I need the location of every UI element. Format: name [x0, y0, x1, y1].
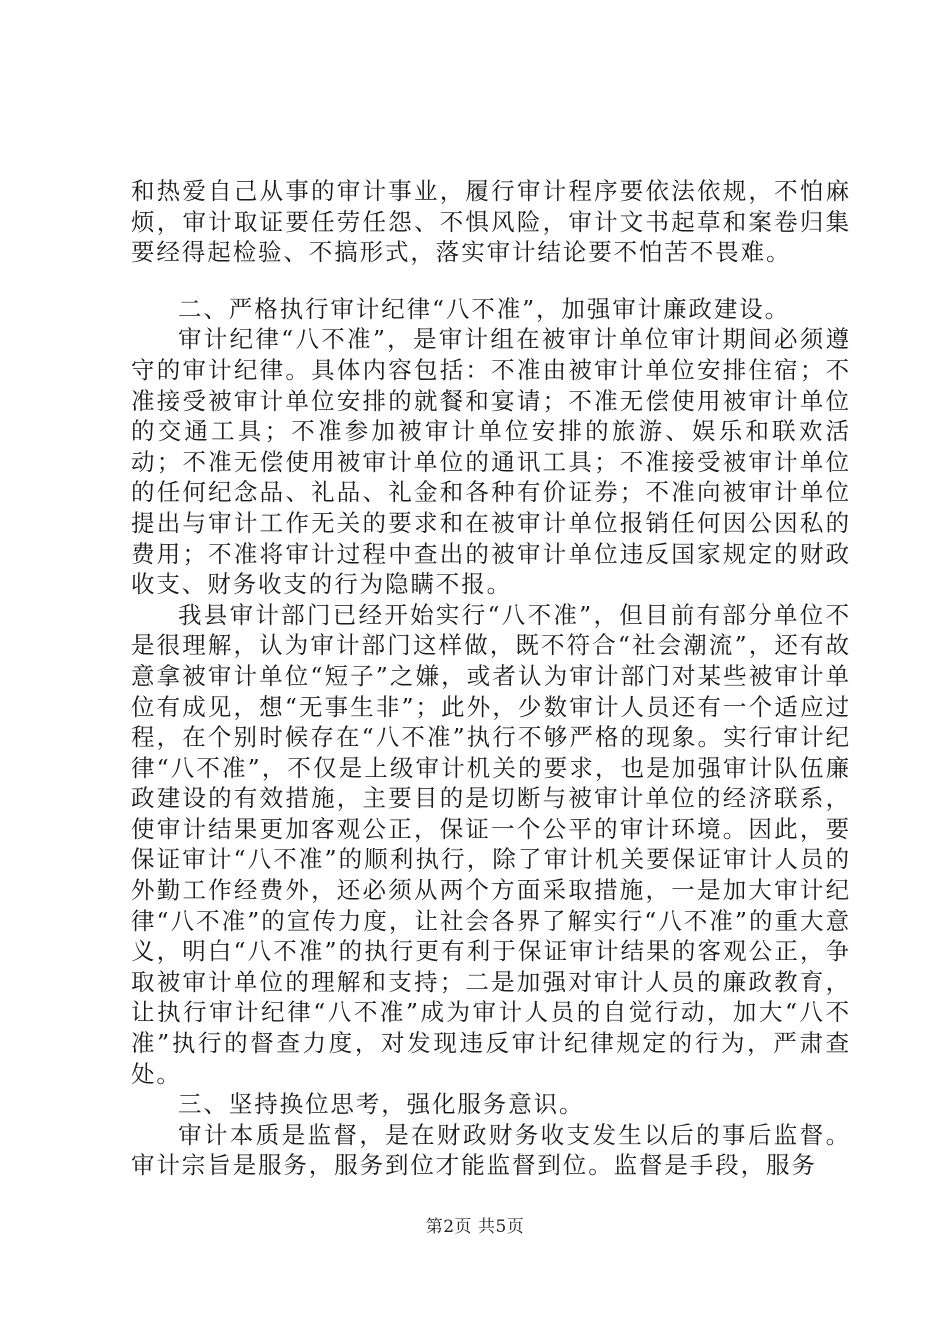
page-footer: 第2页 共5页: [425, 1217, 525, 1237]
paragraph-gap: [131, 268, 851, 294]
paragraph-audit-essence: 审计本质是监督，是在财政财务收支发生以后的事后监督。审计宗旨是服务，服务到位才能监督到位。监督是手段，服务: [131, 1120, 851, 1180]
section-heading-3: 三、坚持换位思考，强化服务意识。: [178, 1090, 585, 1119]
paragraph-eight-rules: 审计纪律“八不准”，是审计组在被审计单位审计期间必须遵守的审计纪律。具体内容包括：不准由被审计单位安排住宿；不准接受被审计单位安排的就餐和宴请；不准无偿使用被审计单位的交通工具；不准参加被审计单位安排的旅游、娱乐和联欢活动；不准无偿使用被审计单位的通讯工具；不准接受被审计单位的任何纪念品、礼品、礼金和各种有价证券；不准向被审计单位提出与审计工作无关的要求和在被审计单位报销任何因公因私的费用；不准将审计过程中查出的被审计单位违反国家规定的财政收支、财务收支的行为隐瞒不报。: [131, 325, 851, 599]
paragraph-continuation: 和热爱自己从事的审计事业，履行审计程序要依法依规，不怕麻烦，审计取证要任劳任怨、不惧风险，审计文书起草和案卷归集要经得起检验、不搞形式，落实审计结论要不怕苦不畏难。: [131, 177, 851, 267]
document-body: [131, 176, 851, 1181]
section-heading-2: 二、严格执行审计纪律“八不准”，加强审计廉政建设。: [178, 294, 791, 323]
paragraph-implementation: 我县审计部门已经开始实行“八不准”，但目前有部分单位不是很理解，认为审计部门这样做，既不符合“社会潮流”，还有故意拿被审计单位“短子”之嫌，或者认为审计部门对某些被审计单位有成见，想“无事生非”；此外，少数审计人员还有一个适应过程，在个别时候存在“八不准”执行不够严格的现象。实行审计纪律“八不准”，不仅是上级审计机关的要求，也是加强审计队伍廉政建设的有效措施，主要目的是切断与被审计单位的经济联系，使审计结果更加客观公正，保证一个公平的审计环境。因此，要保证审计“八不准”的顺利执行，除了审计机关要保证审计人员的外勤工作经费外，还必须从两个方面采取措施，一是加大审计纪律“八不准”的宣传力度，让社会各界了解实行“八不准”的重大意义，明白“八不准”的执行更有利于保证审计结果的客观公正，争取被审计单位的理解和支持；二是加强对审计人员的廉政教育，让执行审计纪律“八不准”成为审计人员的自觉行动，加大“八不准”执行的督查力度，对发现违反审计纪律规定的行为，严肃查处。: [131, 600, 851, 1088]
